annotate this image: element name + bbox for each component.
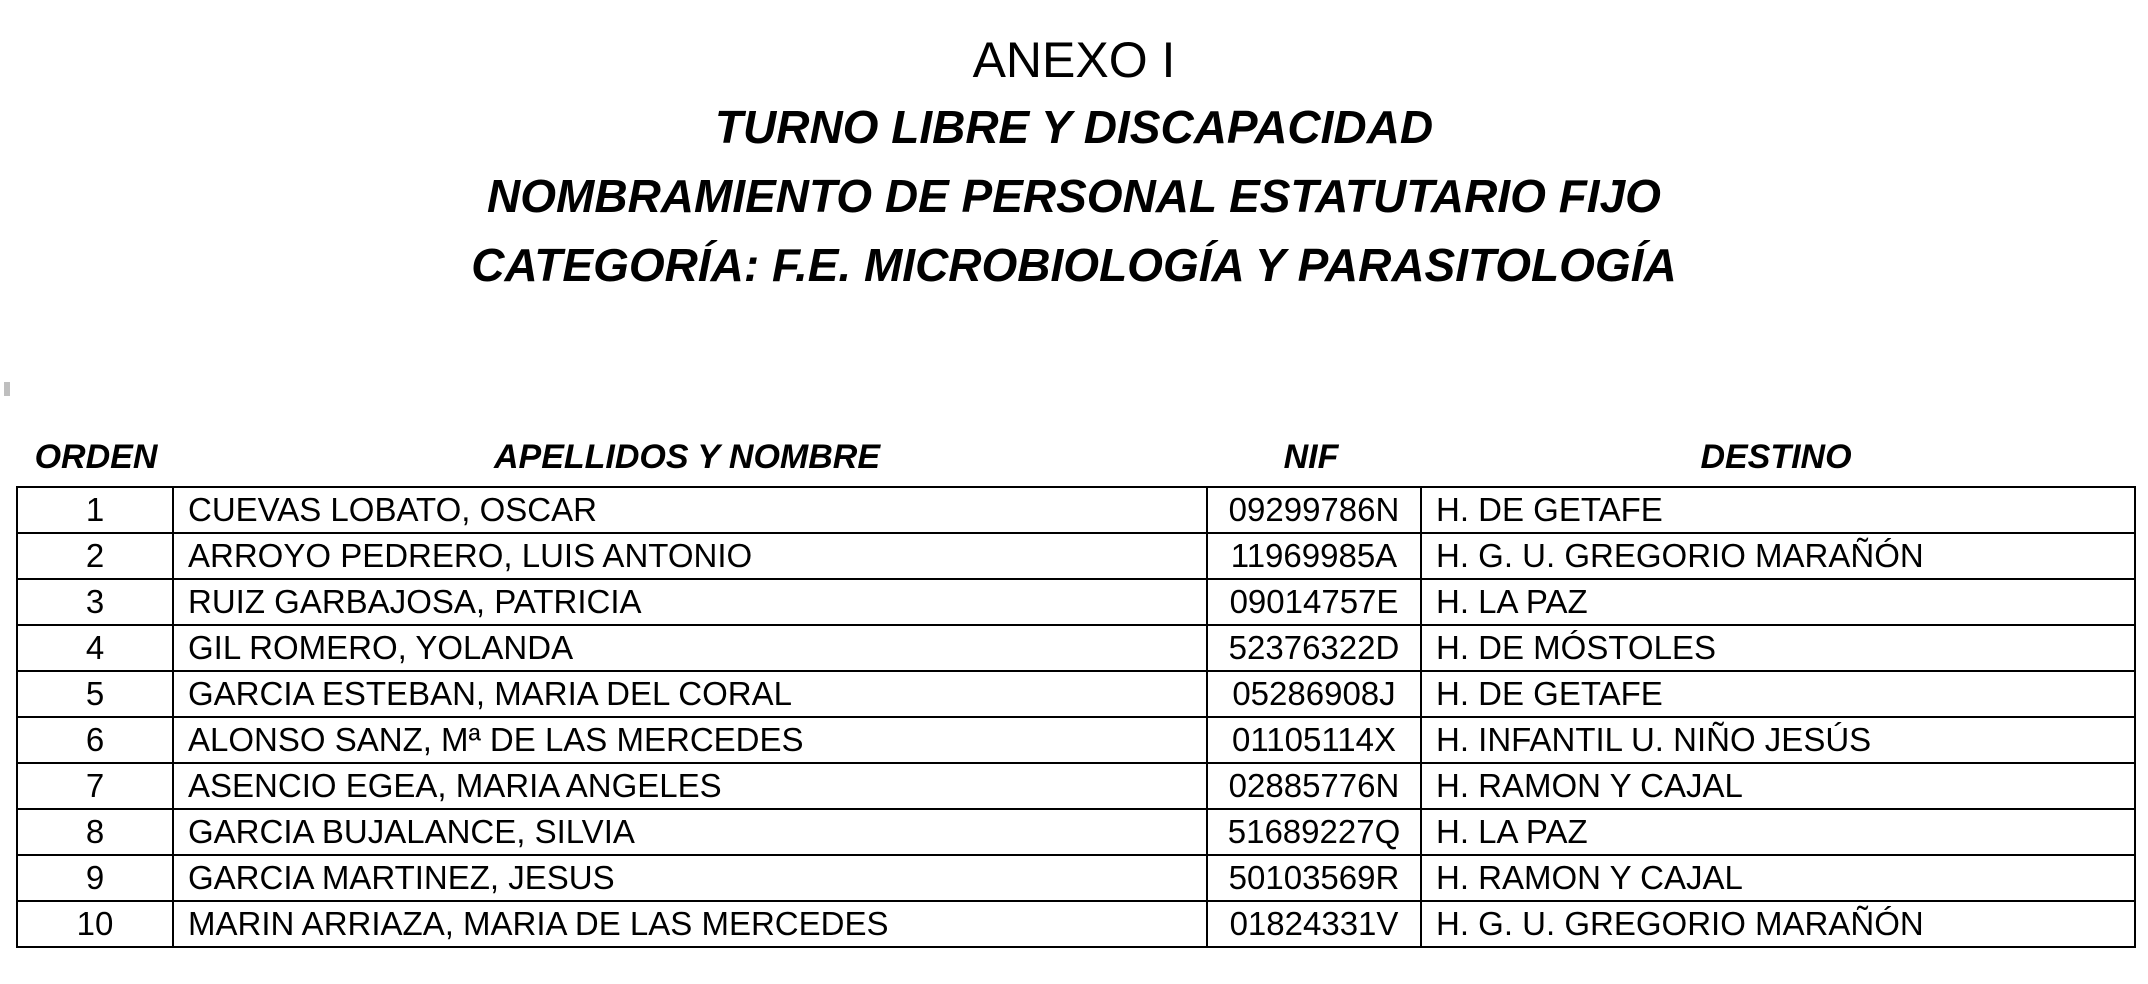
cell-nif: 50103569R: [1207, 855, 1421, 901]
cell-apellidos-nombre: ASENCIO EGEA, MARIA ANGELES: [173, 763, 1207, 809]
cell-nif: 51689227Q: [1207, 809, 1421, 855]
column-header-nif: NIF: [1283, 438, 1339, 476]
cell-nif: 02885776N: [1207, 763, 1421, 809]
table-column-headers: [0, 432, 2148, 482]
cell-nif: 11969985A: [1207, 533, 1421, 579]
cell-destino: H. G. U. GREGORIO MARAÑÓN: [1421, 533, 2135, 579]
cell-orden: 2: [17, 533, 173, 579]
cell-nif: 09299786N: [1207, 487, 1421, 533]
annex-title: ANEXO I: [972, 32, 1176, 88]
cell-orden: 7: [17, 763, 173, 809]
table-row: [17, 579, 2135, 625]
cell-apellidos-nombre: GARCIA MARTINEZ, JESUS: [173, 855, 1207, 901]
cell-apellidos-nombre: ALONSO SANZ, Mª DE LAS MERCEDES: [173, 717, 1207, 763]
cell-nif: 01824331V: [1207, 901, 1421, 947]
cell-destino: H. G. U. GREGORIO MARAÑÓN: [1421, 901, 2135, 947]
cell-orden: 6: [17, 717, 173, 763]
margin-marker: [4, 382, 10, 396]
table-row: [17, 717, 2135, 763]
table-row: [17, 533, 2135, 579]
cell-nif: 52376322D: [1207, 625, 1421, 671]
appointments-table: [16, 486, 2136, 948]
cell-destino: H. DE GETAFE: [1421, 671, 2135, 717]
cell-orden: 5: [17, 671, 173, 717]
table-row: [17, 809, 2135, 855]
table-row: [17, 855, 2135, 901]
cell-orden: 3: [17, 579, 173, 625]
cell-apellidos-nombre: GARCIA BUJALANCE, SILVIA: [173, 809, 1207, 855]
cell-orden: 9: [17, 855, 173, 901]
column-header-apellidos-nombre: APELLIDOS Y NOMBRE: [493, 438, 881, 476]
cell-apellidos-nombre: ARROYO PEDRERO, LUIS ANTONIO: [173, 533, 1207, 579]
cell-destino: H. LA PAZ: [1421, 579, 2135, 625]
table-row: [17, 625, 2135, 671]
cell-orden: 10: [17, 901, 173, 947]
cell-apellidos-nombre: GIL ROMERO, YOLANDA: [173, 625, 1207, 671]
cell-nif: 09014757E: [1207, 579, 1421, 625]
document-subtitle-categoria: CATEGORÍA: F.E. MICROBIOLOGÍA Y PARASITOLOGÍA: [471, 239, 1677, 291]
cell-destino: H. DE GETAFE: [1421, 487, 2135, 533]
table-row: [17, 487, 2135, 533]
cell-destino: H. RAMON Y CAJAL: [1421, 855, 2135, 901]
cell-orden: 4: [17, 625, 173, 671]
cell-apellidos-nombre: GARCIA ESTEBAN, MARIA DEL CORAL: [173, 671, 1207, 717]
cell-destino: H. LA PAZ: [1421, 809, 2135, 855]
appointments-table-body: [17, 487, 2135, 947]
cell-orden: 8: [17, 809, 173, 855]
table-row: [17, 763, 2135, 809]
cell-apellidos-nombre: MARIN ARRIAZA, MARIA DE LAS MERCEDES: [173, 901, 1207, 947]
cell-destino: H. RAMON Y CAJAL: [1421, 763, 2135, 809]
cell-apellidos-nombre: RUIZ GARBAJOSA, PATRICIA: [173, 579, 1207, 625]
table-row: [17, 671, 2135, 717]
table-row: [17, 901, 2135, 947]
column-header-destino: DESTINO: [1700, 438, 1852, 476]
cell-orden: 1: [17, 487, 173, 533]
cell-apellidos-nombre: CUEVAS LOBATO, OSCAR: [173, 487, 1207, 533]
cell-destino: H. DE MÓSTOLES: [1421, 625, 2135, 671]
cell-nif: 01105114X: [1207, 717, 1421, 763]
cell-destino: H. INFANTIL U. NIÑO JESÚS: [1421, 717, 2135, 763]
column-header-orden: ORDEN: [34, 438, 158, 476]
cell-nif: 05286908J: [1207, 671, 1421, 717]
document-subtitle-turno: TURNO LIBRE Y DISCAPACIDAD: [714, 101, 1434, 153]
document-subtitle-nombramiento: NOMBRAMIENTO DE PERSONAL ESTATUTARIO FIJO: [487, 170, 1661, 222]
